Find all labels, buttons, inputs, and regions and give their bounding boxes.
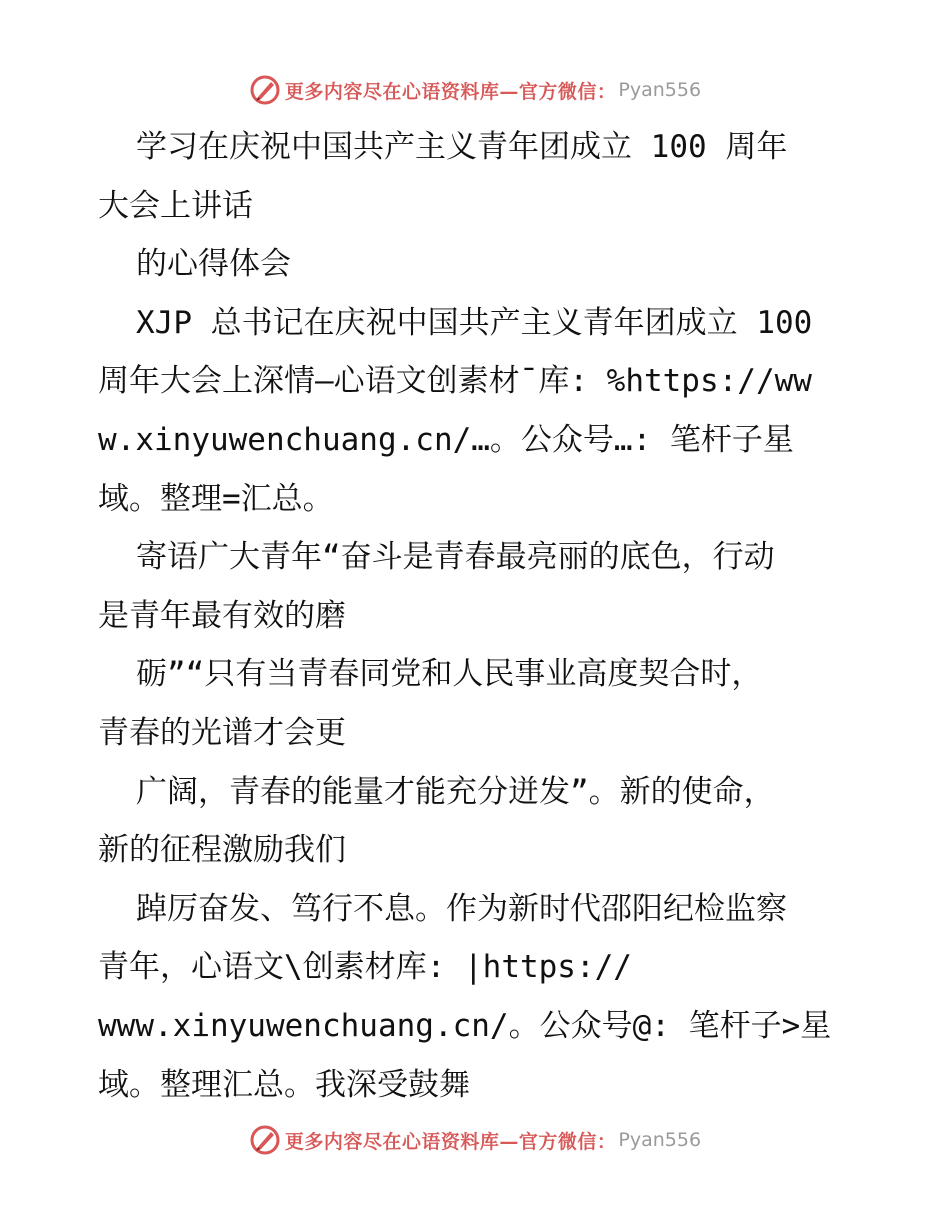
title-line-3: 的心得体会 bbox=[136, 246, 291, 283]
paragraph-line: 域。整理汇总。我深受鼓舞 bbox=[98, 1066, 470, 1103]
pen-logo-icon bbox=[249, 1124, 281, 1156]
paragraph-line: 周年大会上深情—心语文创素材¯库: %https://ww bbox=[98, 363, 812, 400]
paragraph-line: 寄语广大青年“奋斗是青春最亮丽的底色，行动 bbox=[136, 539, 775, 576]
header-banner-text: 更多内容尽在心语资料库—官方微信： bbox=[284, 80, 617, 103]
paragraph-line: w.xinyuwenchuang.cn/…。公众号…: 笔杆子星 bbox=[98, 421, 794, 458]
paragraph-line: 踔厉奋发、笃行不息。作为新时代邵阳纪检监察 bbox=[136, 890, 787, 927]
title-line-2: 大会上讲话 bbox=[98, 187, 253, 224]
title-line-1: 学习在庆祝中国共产主义青年团成立 100 周年 bbox=[136, 129, 788, 165]
paragraph-line: 砺”“只有当青春同党和人民事业高度契合时， bbox=[136, 656, 763, 693]
paragraph-line: XJP 总书记在庆祝中国共产主义青年团成立 100 bbox=[136, 304, 813, 341]
paragraph-line: 新的征程激励我们 bbox=[98, 832, 346, 869]
paragraph-line: www.xinyuwenchuang.cn/。公众号@: 笔杆子>星 bbox=[98, 1007, 832, 1044]
document-body bbox=[98, 118, 858, 1114]
paragraph-line: 域。整理=汇总。 bbox=[98, 480, 334, 517]
paragraph-line: 青春的光谱才会更 bbox=[98, 714, 346, 751]
paragraph-line: 是青年最有效的磨 bbox=[98, 597, 346, 634]
footer-banner-text: 更多内容尽在心语资料库—官方微信： bbox=[284, 1130, 617, 1153]
pen-logo-icon bbox=[249, 74, 281, 106]
paragraph-line: 广阔，青春的能量才能充分迸发”。新的使命， bbox=[136, 773, 775, 810]
header-banner bbox=[0, 72, 950, 108]
paragraph-line: 青年，心语文\创素材库: |https:// bbox=[98, 949, 632, 986]
footer-banner-wechat-id: Pyan556 bbox=[618, 1129, 702, 1151]
header-banner-wechat-id: Pyan556 bbox=[618, 79, 702, 101]
footer-banner bbox=[0, 1122, 950, 1158]
